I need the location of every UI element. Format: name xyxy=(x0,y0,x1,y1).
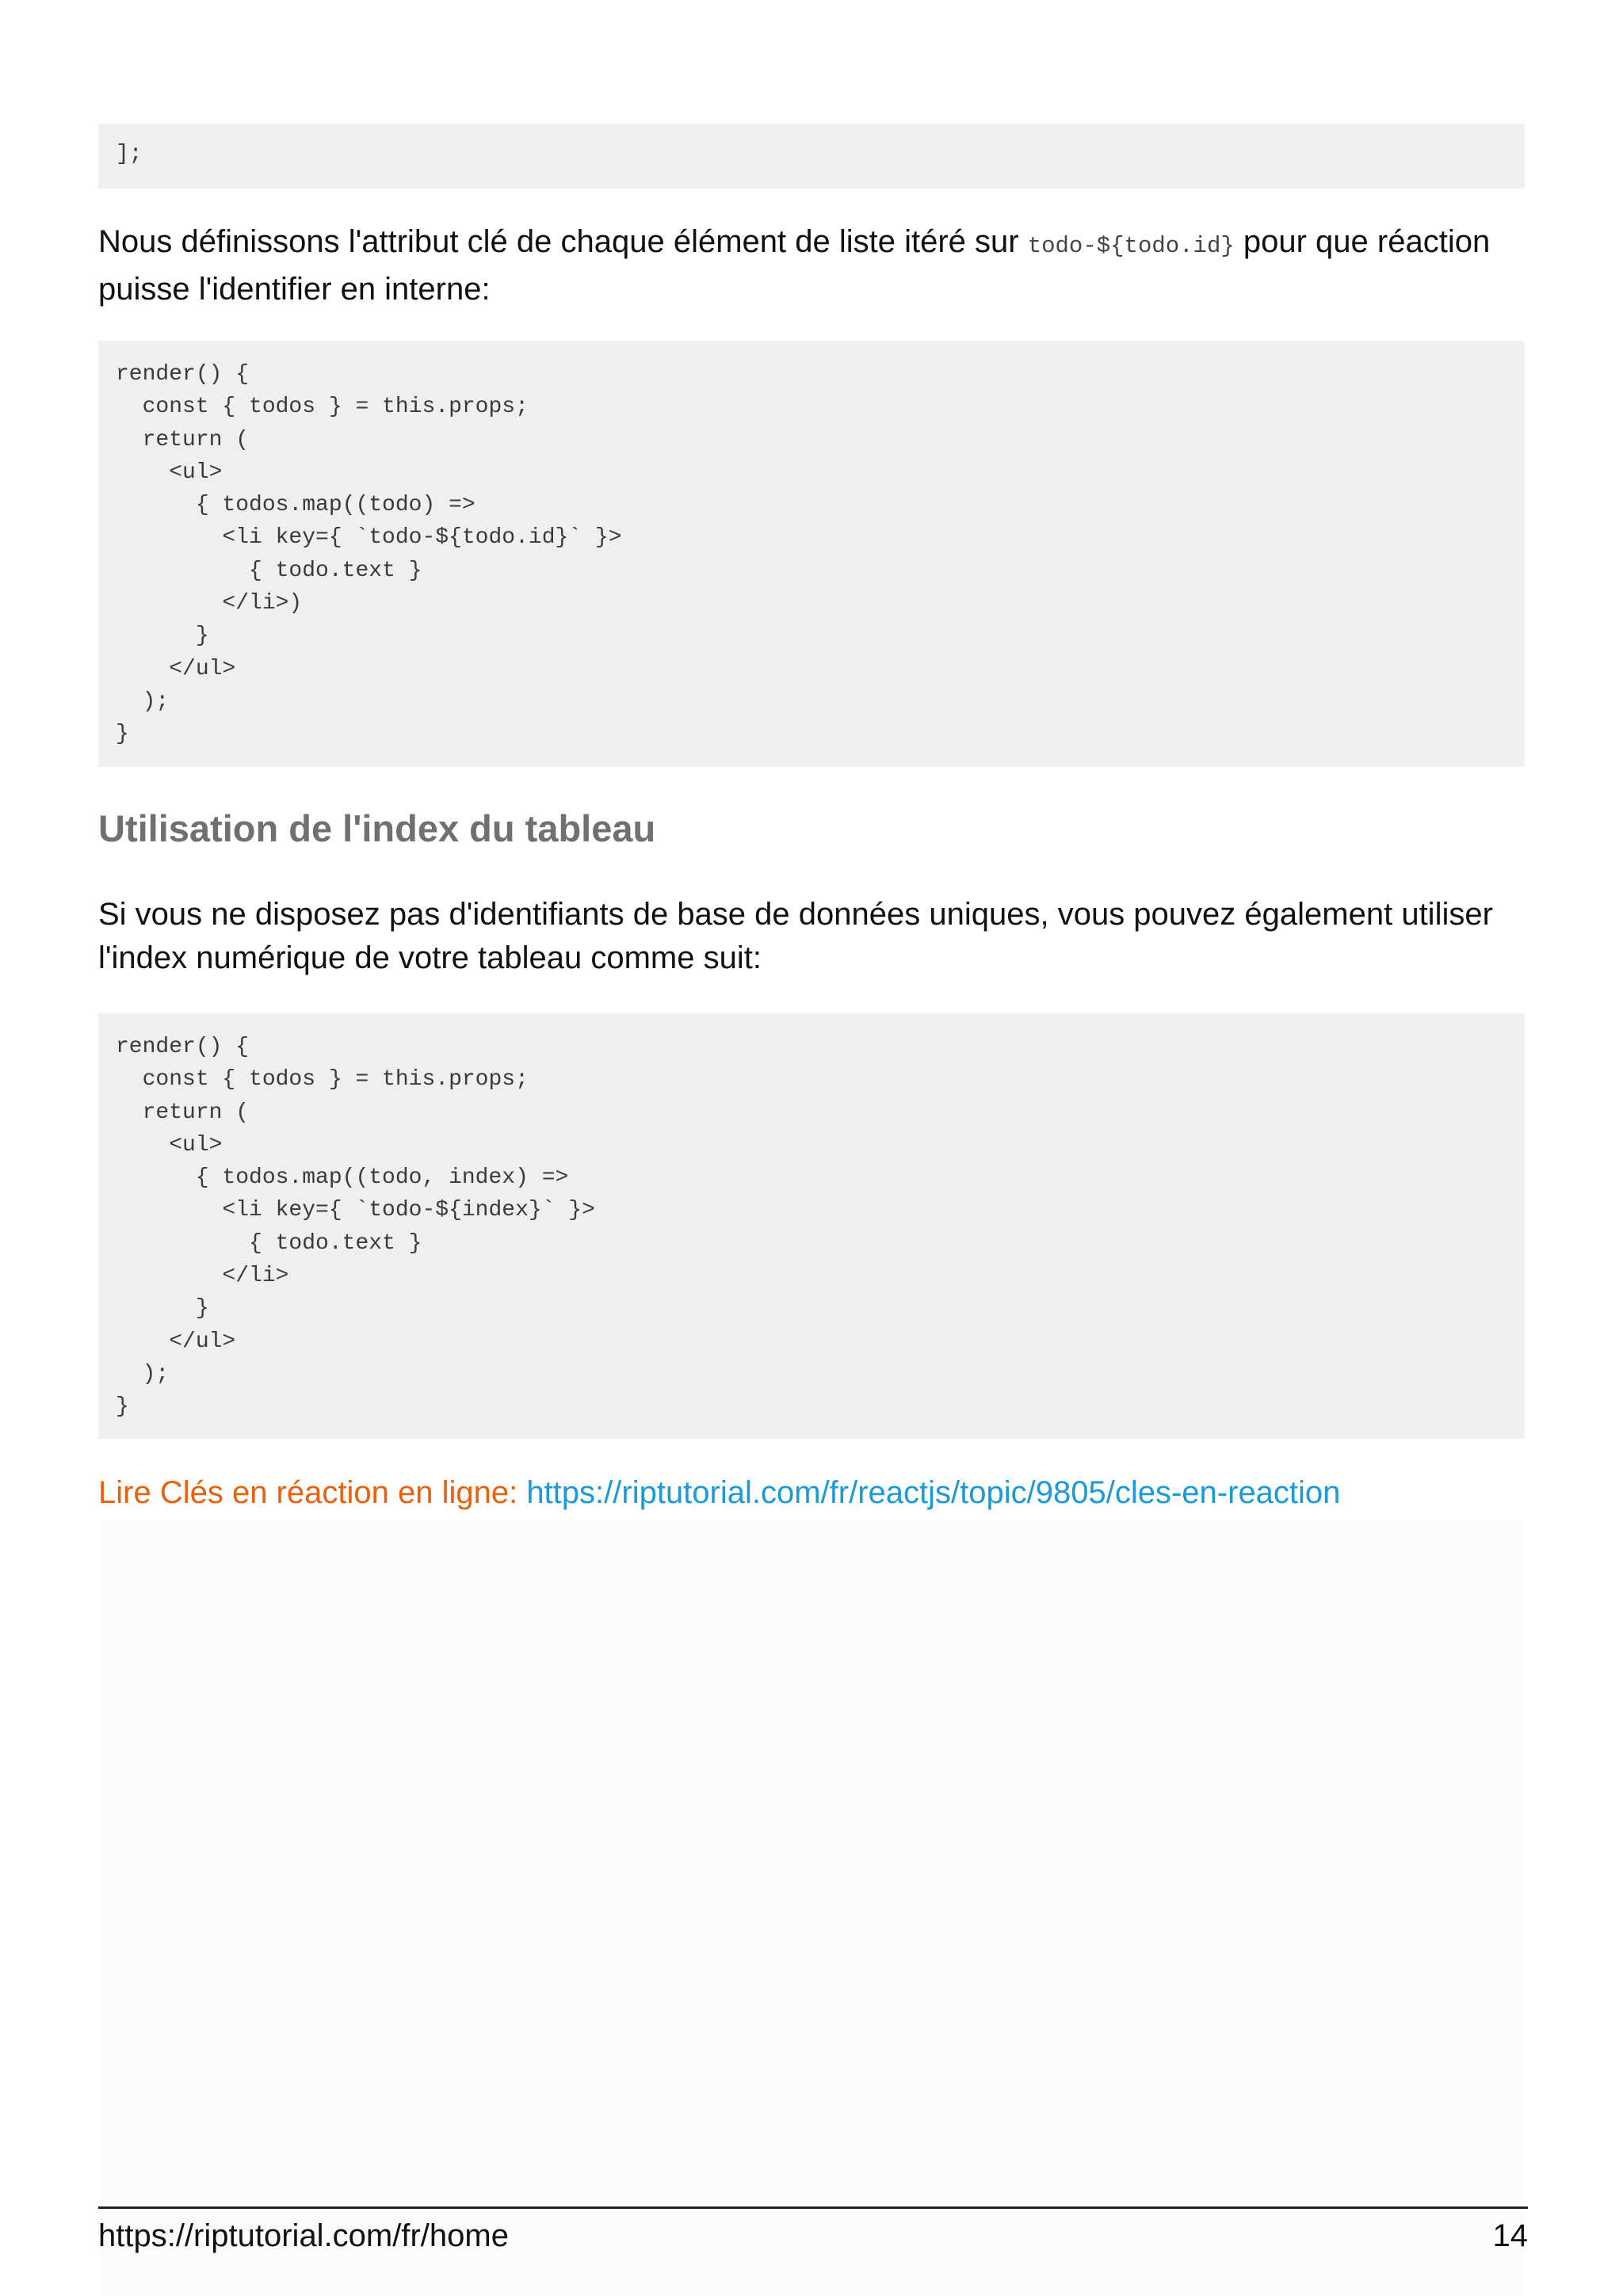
section-heading: Utilisation de l'index du tableau xyxy=(98,807,656,849)
read-online-link[interactable]: https://riptutorial.com/fr/reactjs/topic/9805/cles-en-reaction xyxy=(526,1475,1341,1510)
paragraph-text-after: pour que réaction puisse l'identifier en interne: xyxy=(98,224,1491,307)
inline-code-todo-id: todo-${todo.id} xyxy=(1027,233,1235,259)
code-block-tail: ]; xyxy=(98,124,1525,189)
paragraph-text-before: Nous définissons l'attribut clé de chaque élément de liste itéré sur xyxy=(98,224,1028,259)
code-block-todo-id: render() { const { todos } = this.props; return ( <ul> { todos.map((todo) => <li key={ `todo-${todo.id}` }> { todo.text } </li>) } </ul> ); } xyxy=(98,341,1525,767)
code-block-index: render() { const { todos } = this.props; return ( <ul> { todos.map((todo, index) => <li key={ `todo-${index}` }> { todo.text } </li> } </ul> ); } xyxy=(98,1013,1525,1439)
page-number: 14 xyxy=(1492,2218,1528,2253)
page-lower-background xyxy=(98,1521,1525,2296)
footer-divider xyxy=(98,2206,1528,2209)
read-online-line xyxy=(98,1471,1340,1515)
read-online-label: Lire Clés en réaction en ligne: xyxy=(98,1475,527,1510)
paragraph-key-attribute xyxy=(98,220,1525,311)
paragraph-array-index: Si vous ne disposez pas d'identifiants de base de données uniques, vous pouvez également utiliser l'index numérique de votre tableau comme suit: xyxy=(98,897,1493,975)
footer-url: https://riptutorial.com/fr/home xyxy=(98,2218,509,2253)
